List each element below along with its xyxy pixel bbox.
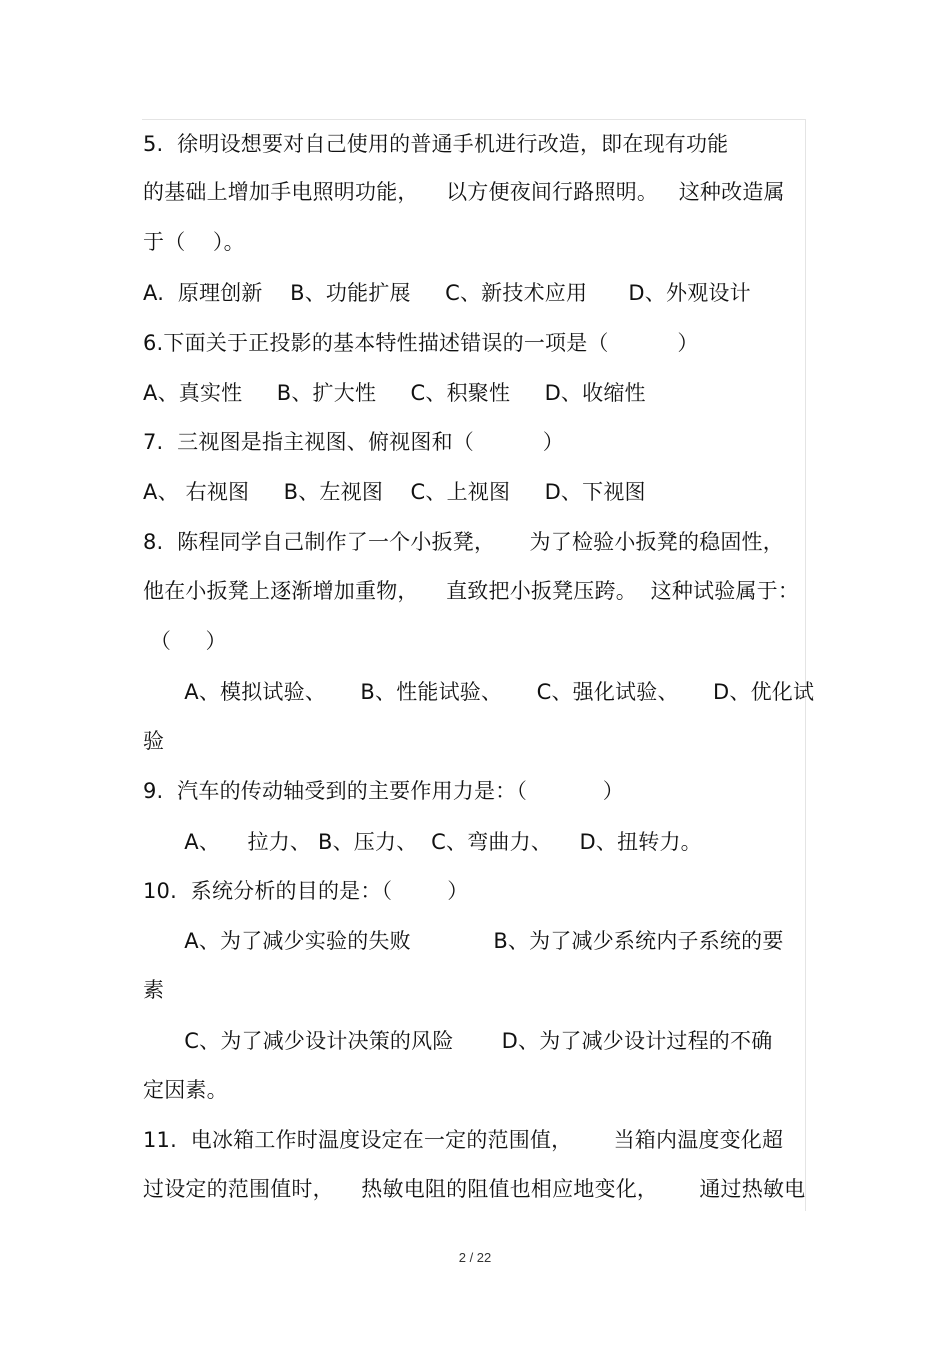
text-line: 过设定的范围值时， 热敏电阻的阻值也相应地变化， 通过热敏电: [143, 1177, 806, 1201]
text-line: 9. 汽车的传动轴受到的主要作用力是：（ ）: [143, 779, 624, 803]
text-line: 6.下面关于正投影的基本特性描述错误的一项是（ ）: [143, 331, 699, 355]
text-line: 7. 三视图是指主视图、俯视图和（ ）: [143, 430, 564, 454]
text-line: 5. 徐明设想要对自己使用的普通手机进行改造，即在现有功能: [143, 132, 729, 156]
page-number: 2 / 22: [458, 1250, 492, 1265]
text-line: 11. 电冰箱工作时温度设定在一定的范围值， 当箱内温度变化超: [143, 1128, 784, 1152]
text-line: 于（ ）。: [143, 230, 245, 254]
text-line: A、 拉力、 B、压力、 C、弯曲力、 D、扭转力。: [143, 830, 702, 854]
text-line: 8. 陈程同学自己制作了一个小扳凳， 为了检验小扳凳的稳固性，: [143, 530, 784, 554]
text-line: A. 原理创新 B、功能扩展 C、新技术应用 D、外观设计: [143, 281, 751, 305]
text-line: 的基础上增加手电照明功能， 以方便夜间行路照明。 这种改造属: [143, 180, 785, 204]
text-line: A、为了减少实验的失败 B、为了减少系统内子系统的要: [143, 929, 784, 953]
text-line: A、 右视图 B、左视图 C、上视图 D、下视图: [143, 480, 646, 504]
text-line: A、真实性 B、扩大性 C、积聚性 D、收缩性: [143, 381, 646, 405]
text-line: 验: [143, 729, 165, 753]
text-line: A、模拟试验、 B、性能试验、 C、强化试验、 D、优化试: [143, 680, 815, 704]
text-line: （ ）: [143, 629, 227, 653]
text-line: 素: [143, 978, 165, 1002]
text-line: C、为了减少设计决策的风险 D、为了减少设计过程的不确: [143, 1029, 773, 1053]
text-line: 10. 系统分析的目的是：（ ）: [143, 879, 469, 903]
text-line: 定因素。: [143, 1078, 228, 1102]
text-line: 他在小扳凳上逐渐增加重物， 直致把小扳凳压跨。 这种试验属于：: [143, 579, 800, 603]
